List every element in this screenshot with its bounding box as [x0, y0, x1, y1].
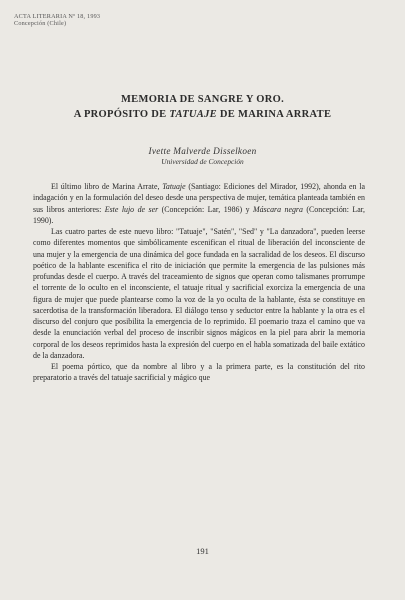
page-number: 191 [196, 546, 209, 556]
title-line-2-prefix: A PROPÓSITO DE [73, 109, 170, 120]
journal-name: ACTA LITERARIA Nº 18, 1993 [14, 13, 101, 20]
p1-book-title-tatuaje: Tatuaje [162, 182, 186, 191]
author-name: Ivette Malverde Disselkoen [148, 146, 257, 156]
title-line-1: MEMORIA DE SANGRE Y ORO. [120, 94, 285, 105]
author-affiliation: Universidad de Concepción [161, 157, 244, 166]
title-book-name: TATUAJE [169, 109, 217, 120]
title-line-2 [0, 107, 405, 122]
article-body [33, 181, 365, 384]
paragraph-2: Las cuatro partes de este nuevo libro: "Tatuaje", "Satén", "Sed" y "La danzadora", pueden leerse como diferentes momentos que simbólicamente escenifican el ritual de liberación del inconsciente de una mujer y la emergencia de una dinámica del goce fundada en la sacralidad de los deseos. El discurso poético de la hablante escenifica el rito de iniciación que permite la emergencia de las pulsiones más profundas desde el cuerpo. A través del traceamiento de signos que operan como talismanes prorrumpe el torrente de lo oculto en el inconsciente, el tatuaje ritual y sacrificial exorciza la emergencia de una figura de mujer que puede plantearse como la voz de la yo oculta de la hablante, ésta se constituye en sacerdotisa de la transformación liberadora. El diálogo tenso y seductor entre la hablante y la otra es el discurso del conjuro que posibilita la emergencia de lo reprimido. El poemario traza el camino que va desde la enunciación verbal del proceso de inscribir signos mágicos en la piel para abrir la memoria corporal de los deseos reprimidos hasta la expresión del cuerpo en el habla somatizada del baile extático de la danzadora. [33, 227, 365, 360]
p1-book-title-este-lujo: Este lujo de ser [104, 204, 159, 214]
journal-header [14, 13, 100, 27]
p1-text-e: (Concepción: Lar, 1986) y [158, 204, 253, 214]
journal-place: Concepción (Chile) [14, 20, 67, 27]
paragraph-1 [33, 181, 365, 226]
title-line-2-suffix: DE MARINA ARRATE [216, 109, 332, 120]
p1-text-g: (Concepción: Lar, 1990). [33, 204, 365, 225]
p1-book-title-mascara: Máscara negra [253, 204, 303, 214]
paragraph-3: El poema pórtico, que da nombre al libro y a la primera parte, es la constitución del rito preparatorio a través del tatuaje sacrificial y mágico que [33, 362, 365, 383]
p1-text-a: El último libro de Marina Arrate, [51, 182, 163, 191]
author-block [0, 145, 405, 167]
p1-text-c: (Santiago: Ediciones del Mirador, 1992), ahonda en la indagación y en la formulación del deseo desde una perspectiva de mujer, temática planteada también en sus libros anteriores: [33, 182, 365, 214]
article-title [0, 92, 405, 122]
